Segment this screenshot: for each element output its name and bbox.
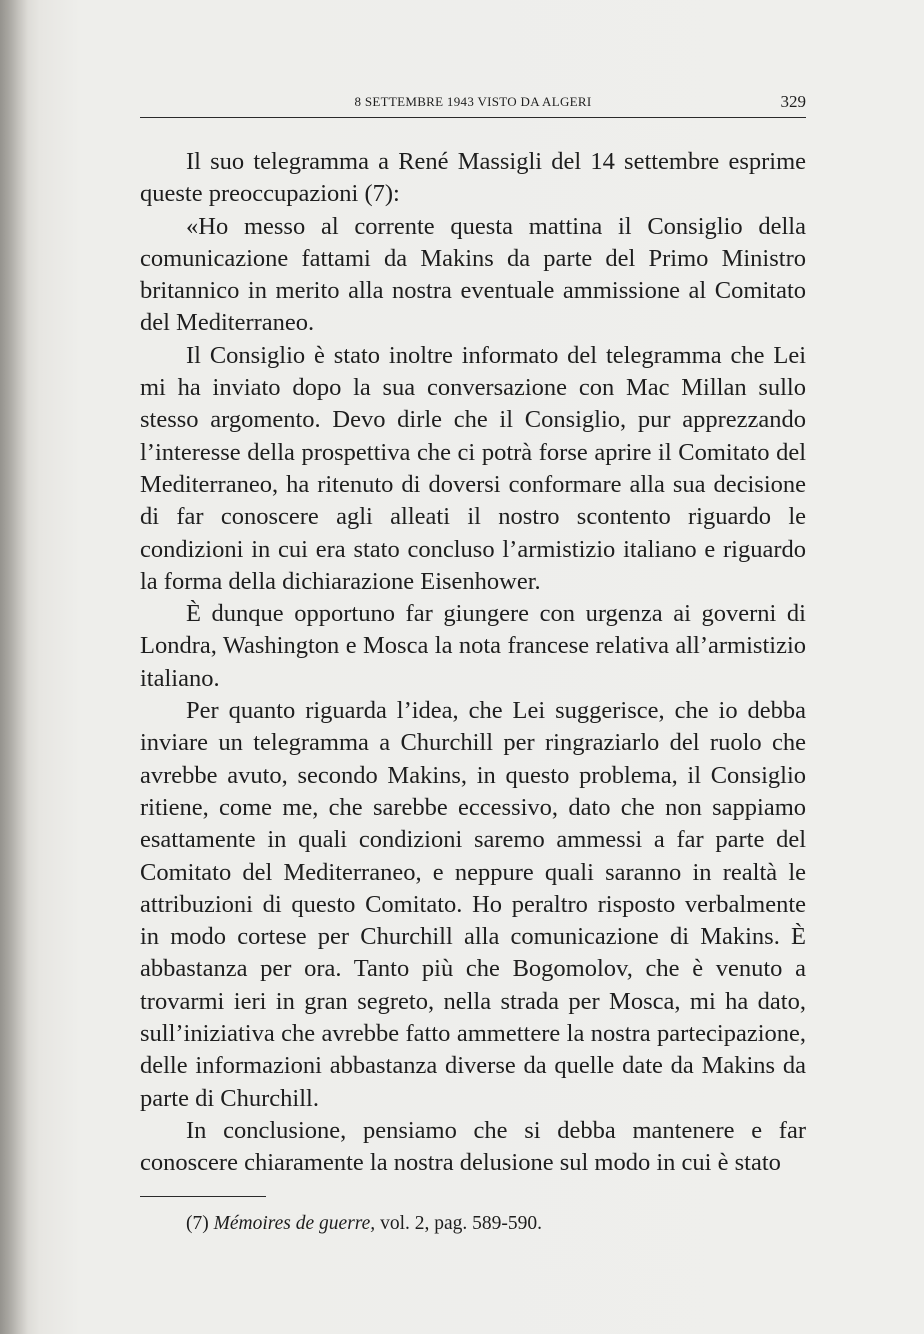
footnote-marker: (7)	[186, 1213, 209, 1234]
footnote-reference: vol. 2, pag. 589-590.	[375, 1213, 543, 1234]
paragraph-6: In conclusione, pensiamo che si debba mantenere e far conoscere chiaramente la nostra delusione sul modo in cui è stato	[140, 1116, 806, 1177]
paragraph-2: «Ho messo al corrente questa mattina il Consiglio della comunicazione fattami da Makins da parte del Primo Ministro britannico in merito alla nostra eventuale ammissione al Comitato del Mediterraneo.	[140, 212, 806, 337]
header-rule	[140, 117, 806, 118]
page-edge-shadow	[0, 0, 28, 1334]
page-number: 329	[780, 92, 806, 111]
paragraph-1: Il suo telegramma a René Massigli del 14 settembre esprime queste preoccupazioni (7):	[140, 148, 806, 208]
footnote-title: Mémoires de guerre,	[213, 1213, 376, 1234]
paragraph-3: Il Consiglio è stato inoltre informato del telegramma che Lei mi ha inviato dopo la sua conversazione con Mac Millan sullo stesso argomento. Devo dirle che il Consiglio, pur apprezzando l’interesse della prospettiva che ci potrà forse aprire il Comitato del Mediterraneo, ha ritenuto di doversi conformare alla sua decisione di far conoscere agli alleati il nostro scontento riguardo le condizioni in cui era stato concluso l’armistizio italiano e riguardo la forma della dichiarazione Eisenhower.	[140, 341, 806, 595]
running-header	[140, 92, 806, 114]
running-title: 8 SETTEMBRE 1943 VISTO DA ALGERI	[354, 94, 592, 109]
paragraph-5: Per quanto riguarda l’idea, che Lei suggerisce, che io debba inviare un telegramma a Churchill per ringraziarlo del ruolo che avrebbe avuto, secondo Makins, in questo problema, il Consiglio ritiene, come me, che sarebbe eccessivo, dato che non sappiamo esattamente in quali condizioni saremo ammessi a far parte del Comitato del Mediterraneo, e neppure quali saranno in realtà le attribuzioni di questo Comitato. Ho peraltro risposto verbalmente in modo cortese per Churchill alla comunicazione di Makins. È abbastanza per ora. Tanto più che Bogomolov, che è venuto a trovarmi ieri in gran segreto, nella strada per Mosca, mi ha dato, sull’iniziativa che avrebbe fatto ammettere la nostra partecipazione, delle informazioni abbastanza diverse da quelle date da Makins da parte di Churchill.	[140, 697, 806, 1112]
paragraph-4: È dunque opportuno far giungere con urgenza ai governi di Londra, Washington e Mosca la nota francese relativa all’armistizio italiano.	[140, 600, 806, 692]
footnote	[186, 1211, 542, 1237]
body-text	[140, 146, 806, 1180]
footnote-rule	[140, 1196, 266, 1197]
